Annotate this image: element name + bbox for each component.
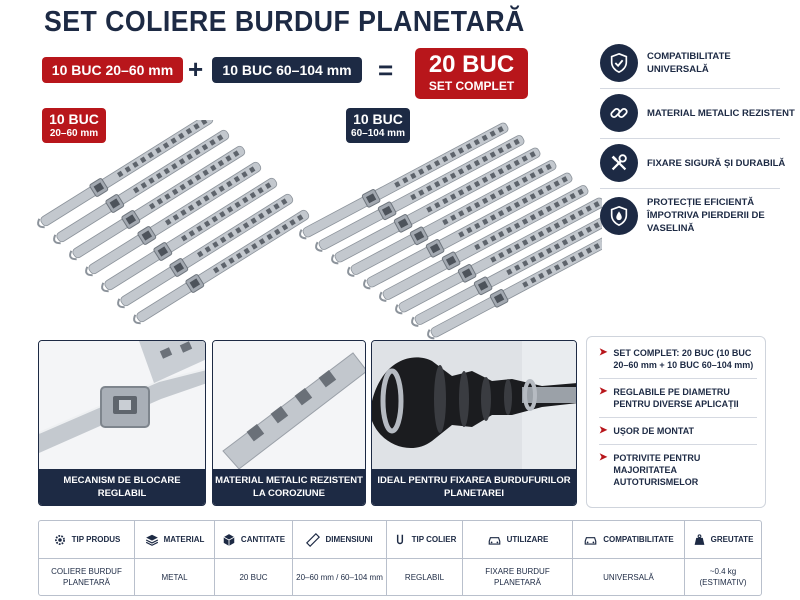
- small-set-pill: 10 BUC 20–60 mm: [42, 57, 183, 83]
- arrow-icon: ➤: [599, 386, 608, 397]
- spec-value: 20 BUC: [239, 572, 268, 582]
- cv-boot-photo: [372, 341, 577, 471]
- spec-value: ~0.4 kg (ESTIMATIV): [699, 567, 747, 587]
- spec-value: COLIERE BURDUF PLANETARĂ: [51, 567, 122, 587]
- panel-caption: MATERIAL METALIC REZISTENT LA COROZIUNE: [213, 469, 365, 505]
- metal-strip-photo: [213, 341, 366, 471]
- spec-value: 20–60 mm / 60–104 mm: [296, 572, 383, 582]
- spec-header: COMPATIBILITATE: [573, 521, 684, 559]
- large-set-pill: 10 BUC 60–104 mm: [212, 57, 362, 83]
- arrow-icon: ➤: [599, 347, 608, 358]
- locking-mechanism-photo: [39, 341, 206, 471]
- spec-header: TIP PRODUS: [39, 521, 134, 559]
- chain-link-icon: [600, 94, 638, 132]
- spec-column: [463, 521, 573, 595]
- arrow-icon: ➤: [599, 425, 608, 436]
- spec-value: UNIVERSALĂ: [603, 572, 654, 582]
- layers-icon: [145, 533, 159, 547]
- spec-value: METAL: [161, 572, 188, 582]
- feature-protection: [600, 196, 795, 235]
- clamp-icon: [393, 533, 407, 547]
- ruler-icon: [306, 533, 320, 547]
- spec-column: [293, 521, 387, 595]
- arrow-icon: ➤: [599, 452, 608, 463]
- divider: [599, 444, 757, 445]
- specs-table: [38, 520, 762, 596]
- divider: [599, 378, 757, 379]
- spec-header: CANTITATE: [215, 521, 292, 559]
- list-item: ➤ REGLABILE PE DIAMETRU PENTRU DIVERSE APLICAȚII: [599, 386, 739, 409]
- divider: [600, 188, 780, 189]
- page-title: SET COLIERE BURDUF PLANETARĂ: [44, 6, 525, 38]
- spec-column: [215, 521, 293, 595]
- spec-column: [685, 521, 761, 595]
- small-group-count: 10 BUC: [49, 111, 99, 127]
- weight-icon: [693, 533, 706, 547]
- small-clamps-illustration: [30, 120, 320, 340]
- feature-secure: [600, 144, 795, 182]
- spec-value: REGLABIL: [404, 572, 445, 582]
- spec-column: [387, 521, 463, 595]
- panel-metal-material: [212, 340, 366, 506]
- spec-column: [573, 521, 685, 595]
- spec-header: TIP COLIER: [387, 521, 462, 559]
- spec-value: FIXARE BURDUF PLANETARĂ: [485, 567, 550, 587]
- total-label: SET COMPLET: [428, 79, 515, 93]
- tools-icon: [600, 144, 638, 182]
- panel-caption: IDEAL PENTRU FIXAREA BURDUFURILOR PLANETAREI: [372, 469, 576, 505]
- spec-header: MATERIAL: [135, 521, 214, 559]
- large-group-range: 60–104 mm: [351, 128, 405, 139]
- total-badge: [415, 48, 528, 99]
- divider: [599, 417, 757, 418]
- total-count: 20 BUC: [428, 51, 515, 78]
- equals-sign: =: [378, 55, 394, 85]
- list-item: ➤ POTRIVITE PENTRU MAJORITATEA AUTOTURISMELOR: [599, 452, 701, 487]
- feature-metal: [600, 94, 795, 132]
- panel-locking-mechanism: [38, 340, 206, 506]
- car-icon: [487, 533, 502, 547]
- spec-column: [135, 521, 215, 595]
- panel-caption: MECANISM DE BLOCARE REGLABIL: [39, 469, 205, 505]
- spec-header: DIMENSIUNI: [293, 521, 386, 559]
- large-group-count: 10 BUC: [353, 111, 403, 127]
- feature-label: FIXARE SIGURĂ ȘI DURABILĂ: [647, 157, 786, 169]
- divider: [600, 88, 780, 89]
- spec-header: GREUTATE: [685, 521, 761, 559]
- list-item: ➤ UȘOR DE MONTAT: [599, 425, 695, 436]
- feature-universal: [600, 44, 795, 82]
- feature-label: COMPATIBILITATE UNIVERSALĂ: [647, 51, 731, 75]
- spec-header: UTILIZARE: [463, 521, 572, 559]
- panel-cv-boot: [371, 340, 577, 506]
- small-group-range: 20–60 mm: [49, 128, 99, 139]
- divider: [600, 138, 780, 139]
- list-item: ➤ SET COMPLET: 20 BUC (10 BUC 20–60 mm + 10 BUC 60–104 mm): [599, 347, 754, 370]
- spec-column: [39, 521, 135, 595]
- feature-label: PROTECȚIE EFICIENTĂ ÎMPOTRIVA PIERDERII DE VASELINĂ: [647, 197, 765, 234]
- shield-drop-icon: [600, 197, 638, 235]
- gear-icon: [53, 533, 67, 547]
- plus-sign: +: [188, 54, 204, 84]
- benefits-checklist: [586, 336, 766, 508]
- car-icon: [583, 533, 598, 547]
- large-clamps-illustration: [292, 116, 602, 342]
- box-icon: [222, 533, 236, 547]
- feature-label: MATERIAL METALIC REZISTENT: [647, 107, 795, 119]
- shield-check-icon: [600, 44, 638, 82]
